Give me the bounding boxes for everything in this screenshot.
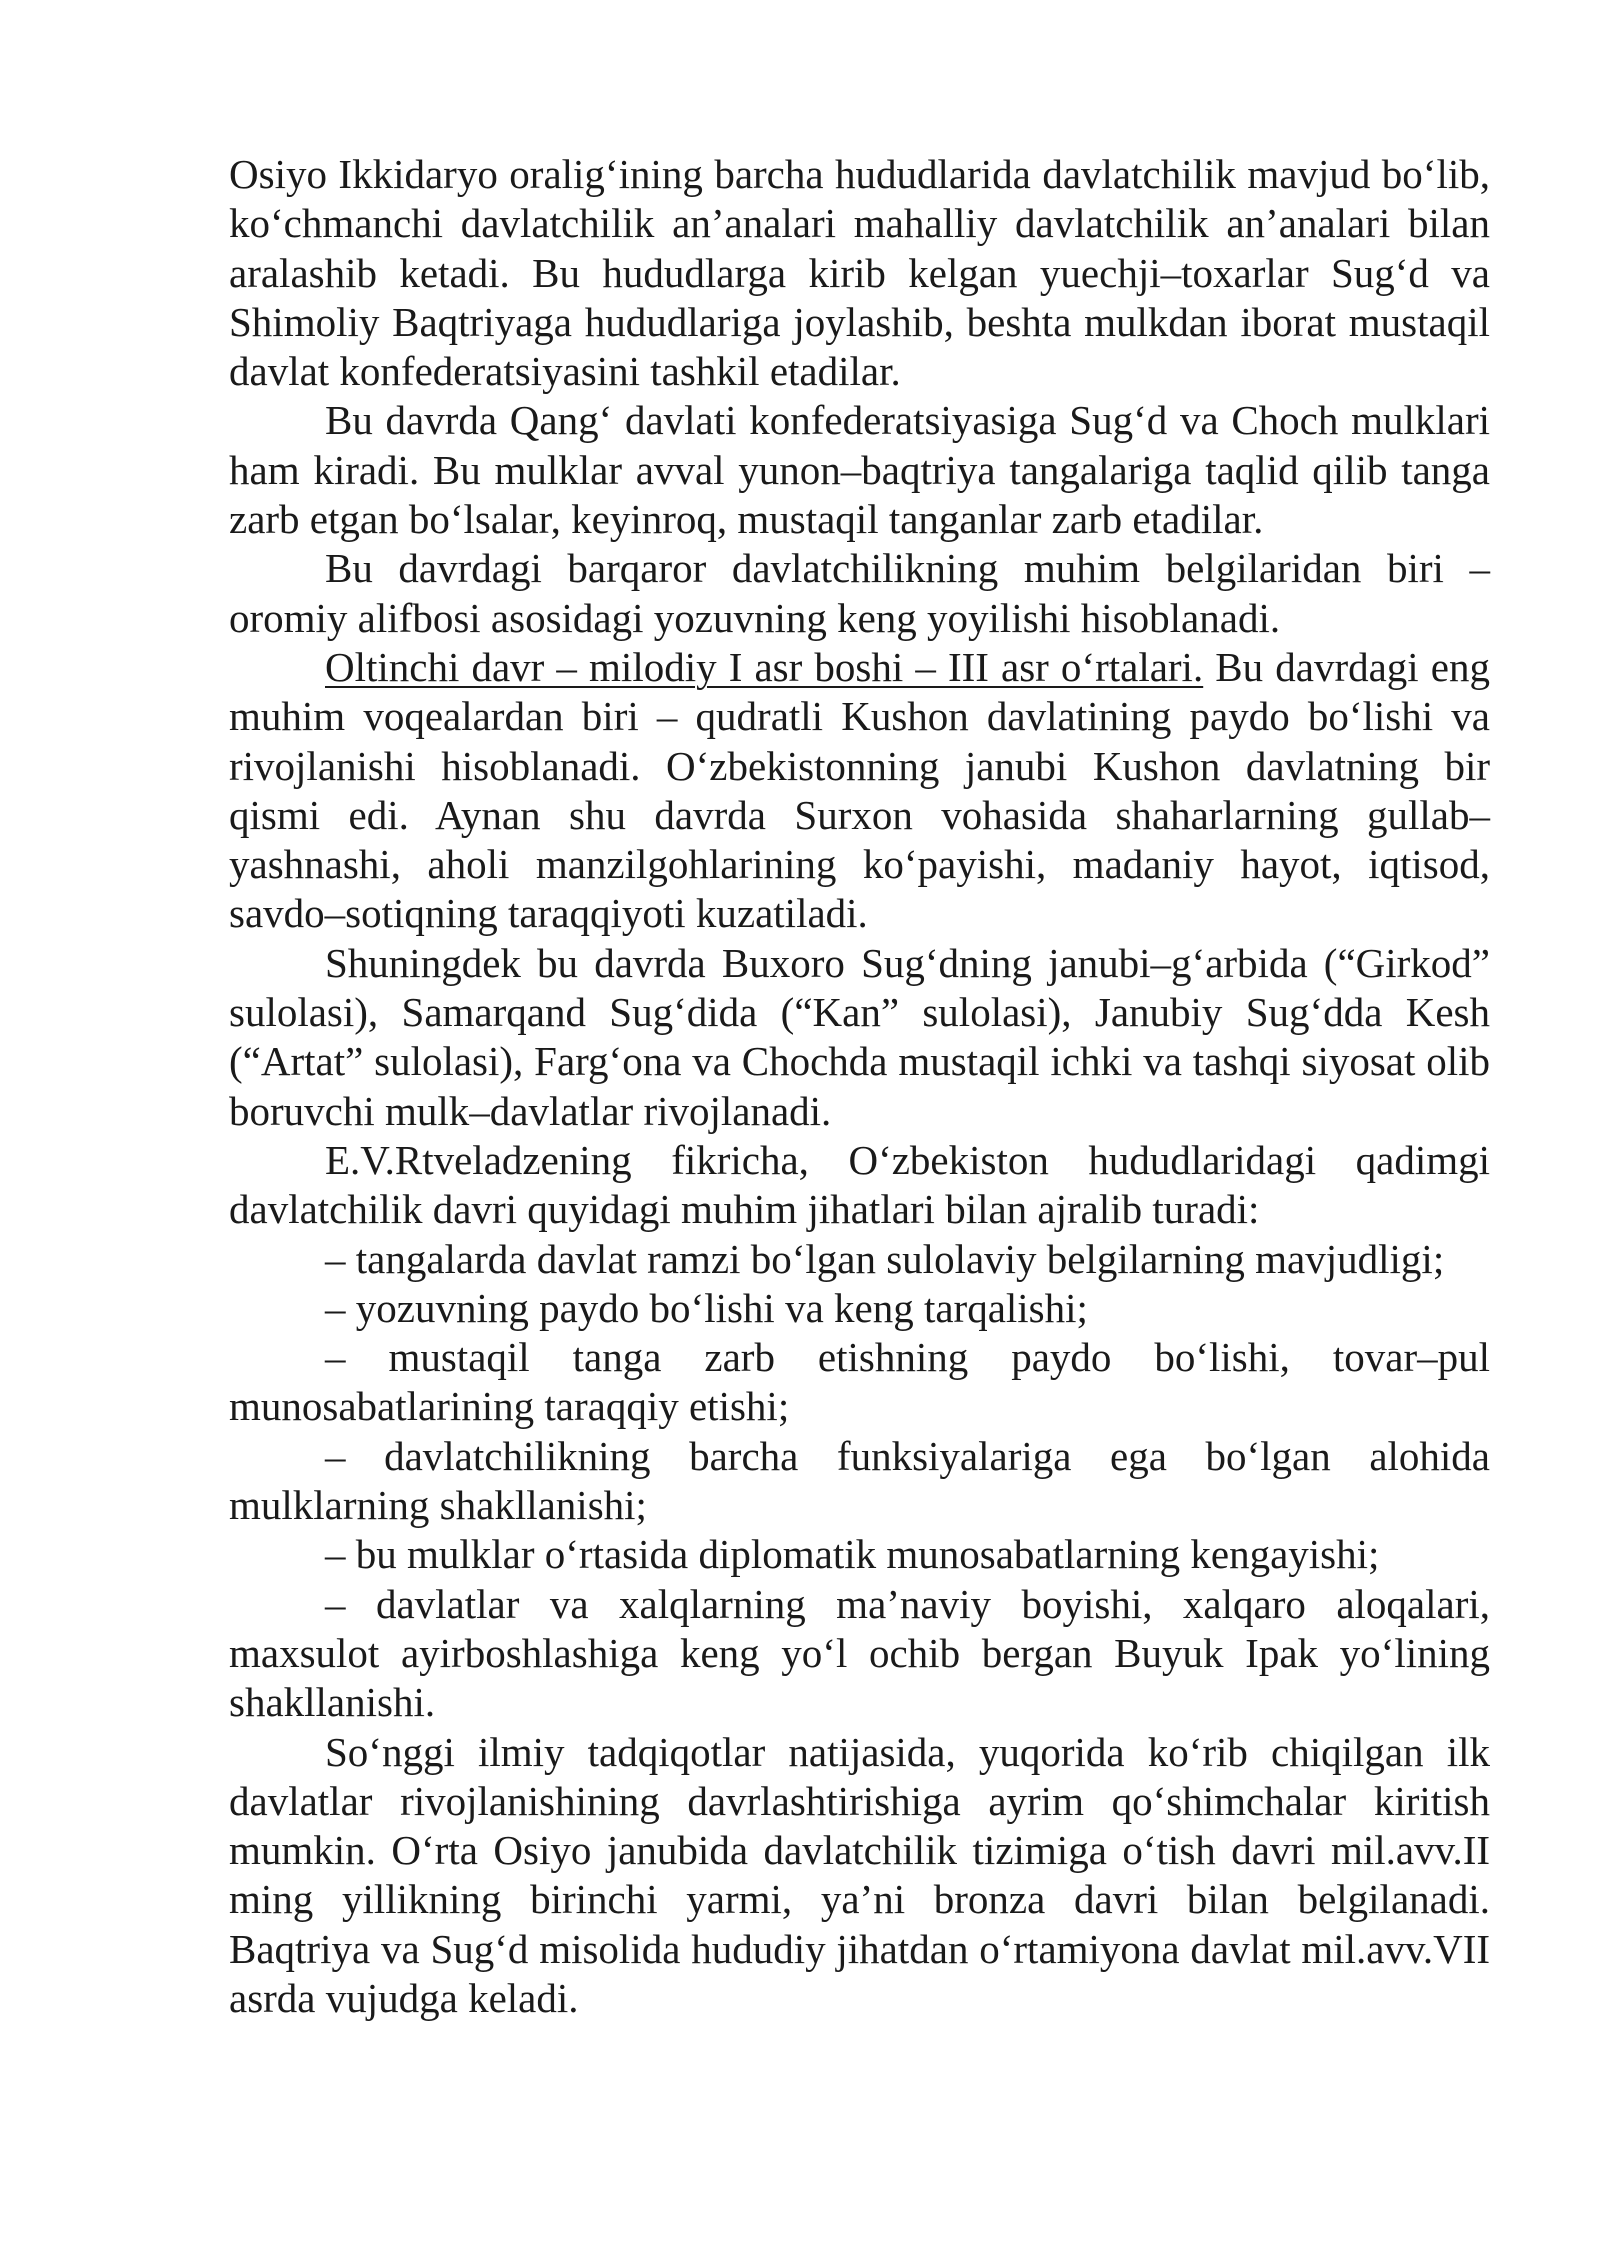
document-page	[229, 150, 1490, 2023]
paragraph-intro-continuation: Osiyo Ikkidaryo oralig‘ining barcha hududlarida davlatchilik mavjud bo‘lib, ko‘chmanchi davlatchilik an’analari mahalliy davlatchilik an’analari bilan aralashib ketadi. Bu hududlarga kirib kelgan yuechji–toxarlar Sug‘d va Shimoliy Baqtriyaga hududlariga joylashib, beshta mulkdan iborat mustaqil davlat konfederatsiyasini tashkil etadilar.	[229, 151, 1490, 395]
list-item-diplomatic-relations: – bu mulklar o‘rtasida diplomatik munosabatlarning kengayishi;	[325, 1531, 1380, 1578]
list-item-coin-minting: – mustaqil tanga zarb etishning paydo bo‘lishi, tovar–pul munosabatlarining taraqqiy etishi;	[229, 1334, 1490, 1430]
sixth-period-heading: Oltinchi davr – milodiy I asr boshi – III asr o‘rtalari.	[325, 643, 1204, 690]
paragraph-dynasties: Shuningdek bu davrda Buxoro Sug‘dning janubi–g‘arbida (“Girkod” sulolasi), Samarqand Sug‘dida (“Kan” sulolasi), Janubiy Sug‘dda Kesh (“Artat” sulolasi), Farg‘ona va Chochda mustaqil ichki va tashqi siyosat olib boruvchi mulk–davlatlar rivojlanadi.	[229, 939, 1490, 1134]
sixth-period-text: Bu davrdagi eng muhim voqealardan biri – qudratli Kushon davlatining paydo bo‘lishi va rivojlanishi hisoblanadi. O‘zbekistonning janubi Kushon davlatning bir qismi edi. Aynan shu davrda Surxon vohasida shaharlarning gullab–yashnashi, aholi manzilgohlarining ko‘payishi, madaniy hayot, iqtisod, savdo–sotiqning taraqqiyoti kuzatiladi.	[229, 643, 1491, 937]
list-item-writing: – yozuvning paydo bo‘lishi va keng tarqalishi;	[325, 1284, 1088, 1331]
paragraph-qang-confederation: Bu davrda Qang‘ davlati konfederatsiyasiga Sug‘d va Choch mulklari ham kiradi. Bu mulklar avval yunon–baqtriya tangalariga taqlid qilib tanga zarb etgan bo‘lsalar, keyinroq, mustaqil tanganlar zarb etadilar.	[229, 397, 1490, 543]
paragraph-recent-research: So‘nggi ilmiy tadqiqotlar natijasida, yuqorida ko‘rib chiqilgan ilk davlatlar rivojlanishining davrlashtirishiga ayrim qo‘shimchalar kiritish mumkin. O‘rta Osiyo janubida davlatchilik tizimiga o‘tish davri mil.avv.II ming yillikning birinchi yarmi, ya’ni bronza davri bilan belgilanadi. Baqtriya va Sug‘d misolida hududiy jihatdan o‘rtamiyona davlat mil.avv.VII asrda vujudga keladi.	[229, 1728, 1490, 2021]
list-item-dynastic-symbols: – tangalarda davlat ramzi bo‘lgan sulolaviy belgilarning mavjudligi;	[325, 1235, 1445, 1282]
paragraph-sixth-period	[229, 643, 1490, 939]
list-item-separate-domains: – davlatchilikning barcha funksiyalariga ega bo‘lgan alohida mulklarning shakllanishi;	[229, 1432, 1490, 1529]
list-item-silk-road: – davlatlar va xalqlarning ma’naviy boyishi, xalqaro aloqalari, maxsulot ayirboshlashiga keng yo‘l ochib bergan Buyuk Ipak yo‘lining shakllanishi.	[229, 1580, 1490, 1726]
paragraph-rtveladze-opinion: E.V.Rtveladzening fikricha, O‘zbekiston hududlaridagi qadimgi davlatchilik davri quyidagi muhim jihatlari bilan ajralib turadi:	[229, 1136, 1490, 1233]
paragraph-aramaic-script: Bu davrdagi barqaror davlatchilikning muhim belgilaridan biri – oromiy alifbosi asosidagi yozuvning keng yoyilishi hisoblanadi.	[229, 545, 1490, 641]
